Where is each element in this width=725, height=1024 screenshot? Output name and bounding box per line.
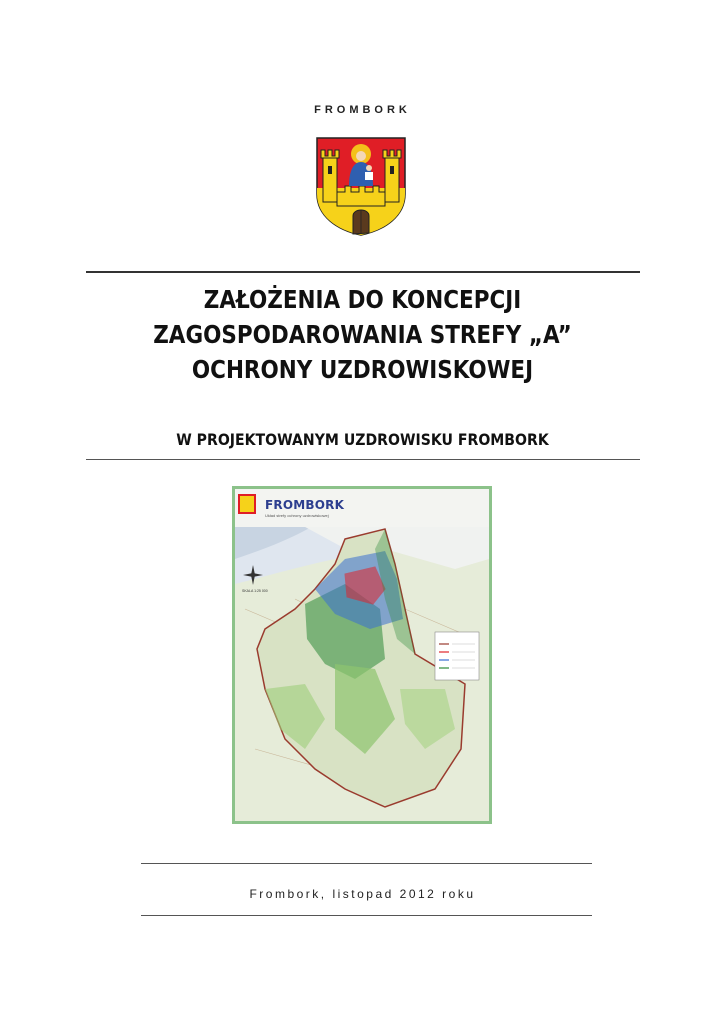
zone-map-image [232,486,492,824]
footer-top-rule [141,863,592,864]
map-scale: SKALA 1:25 000 [242,589,268,593]
title-line-2: ZAGOSPODAROWANIA STREFY „A” [153,320,572,349]
zone-map-drawing [235,489,489,821]
subtitle-rule [86,459,640,460]
footer-bottom-rule [141,915,592,916]
document-title [51,282,675,387]
map-title: FROMBORK [265,498,345,512]
frombork-crest-icon [315,136,407,236]
title-line-3: OCHRONY UZDROWISKOWEJ [191,355,534,384]
title-top-rule [86,271,640,273]
town-header: FROMBORK [314,104,411,116]
map-subtitle: Układ strefy ochrony uzdrowiskowej [265,513,329,518]
title-line-1: ZAŁOŻENIA DO KONCEPCJI [203,285,522,314]
document-subtitle: W PROJEKTOWANYM UZDROWISKU FROMBORK [176,430,549,449]
place-date: Frombork, listopad 2012 roku [249,887,476,901]
